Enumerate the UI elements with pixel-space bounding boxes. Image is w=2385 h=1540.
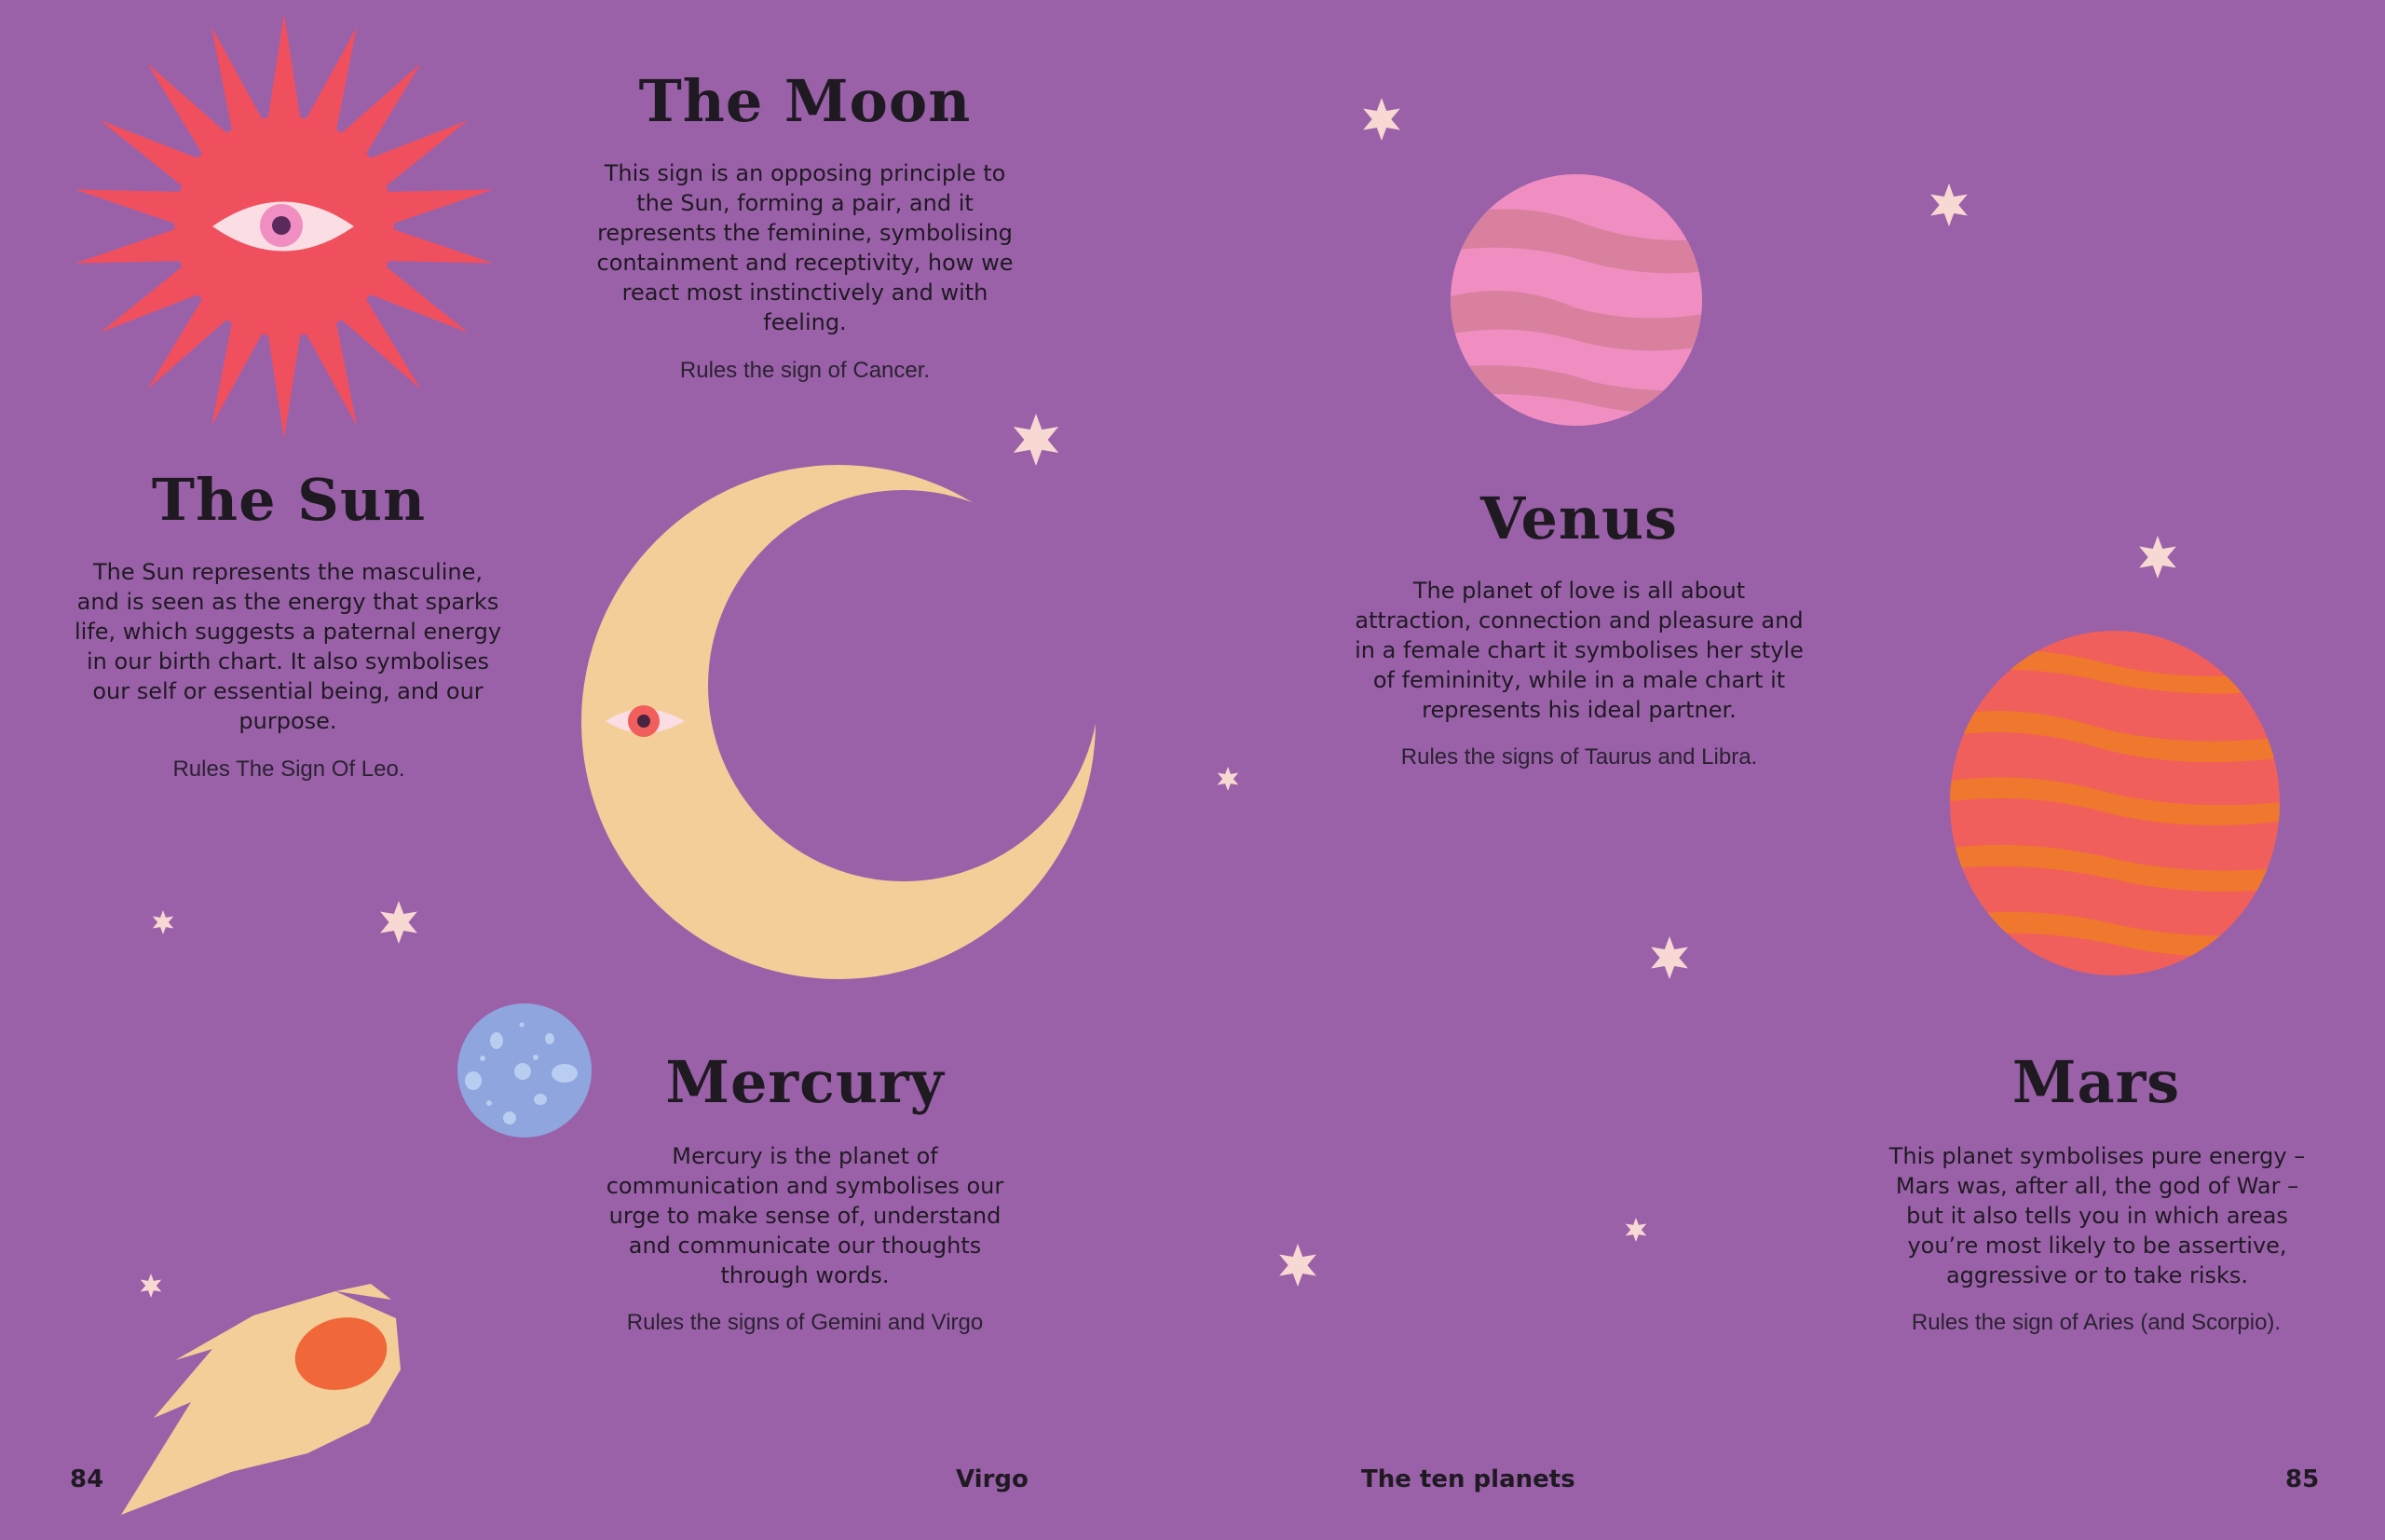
mars-title: Mars bbox=[2011, 1048, 2181, 1116]
star-icon bbox=[1279, 1244, 1316, 1287]
comet-icon bbox=[121, 1284, 401, 1515]
mars-rules: Rules the sign of Aries (and Scorpio). bbox=[1911, 1310, 2282, 1335]
star-icon bbox=[141, 1274, 162, 1298]
star-icon bbox=[380, 901, 417, 944]
star-icon bbox=[1363, 98, 1400, 141]
venus-description: The planet of love is all about attraction, connection and pleasure and in a female chart it symbolises her style of femininity, while in a male chart it represents his ideal partner. bbox=[1355, 578, 1804, 723]
sun-description: The Sun represents the masculine, and is seen as the energy that sparks life, which suggests a paternal energy in our birth chart. It also symbolises our self or essential being, and our purpose. bbox=[74, 559, 502, 734]
sun-rules: Rules The Sign Of Leo. bbox=[172, 756, 405, 782]
venus-planet-icon bbox=[1444, 174, 1714, 426]
moon-description: This sign is an opposing principle to the Sun, forming a pair, and it represents the feminine, symbolising containment and receptivity, how we react most instinctively and with feeling. bbox=[596, 160, 1014, 335]
star-icon bbox=[1626, 1218, 1647, 1242]
star-icon bbox=[1930, 184, 1968, 226]
star-icon bbox=[2139, 536, 2176, 579]
star-icon bbox=[153, 910, 174, 934]
mercury-title: Mercury bbox=[665, 1048, 945, 1116]
moon-rules: Rules the sign of Cancer. bbox=[679, 358, 931, 383]
star-icon bbox=[1218, 767, 1239, 791]
mercury-rules: Rules the signs of Gemini and Virgo bbox=[626, 1310, 984, 1335]
crescent-moon-eye-icon bbox=[581, 465, 1096, 979]
star-icon bbox=[1651, 936, 1688, 979]
mars-description: This planet symbolises pure energy – Mars was, after all, the god of War – but it also tells you in which areas you’re most likely to be assertive, aggressive or to take risks. bbox=[1888, 1143, 2306, 1288]
sun-title: The Sun bbox=[151, 466, 427, 534]
right-page-number: 85 bbox=[2285, 1465, 2320, 1493]
star-icon bbox=[1014, 414, 1058, 466]
venus-rules: Rules the signs of Taurus and Libra. bbox=[1400, 744, 1758, 770]
mercury-planet-icon bbox=[457, 1003, 592, 1138]
mercury-description: Mercury is the planet of communication and symbolises our urge to make sense of, understand and communicate our thoughts through words. bbox=[606, 1143, 1004, 1288]
left-page-number: 84 bbox=[70, 1465, 104, 1493]
mars-planet-icon bbox=[1938, 631, 2292, 975]
right-running-head: The ten planets bbox=[1361, 1465, 1575, 1493]
left-running-head: Virgo bbox=[956, 1465, 1029, 1493]
moon-title: The Moon bbox=[638, 67, 972, 135]
sun-eye-icon bbox=[75, 14, 494, 439]
venus-title: Venus bbox=[1480, 484, 1678, 552]
